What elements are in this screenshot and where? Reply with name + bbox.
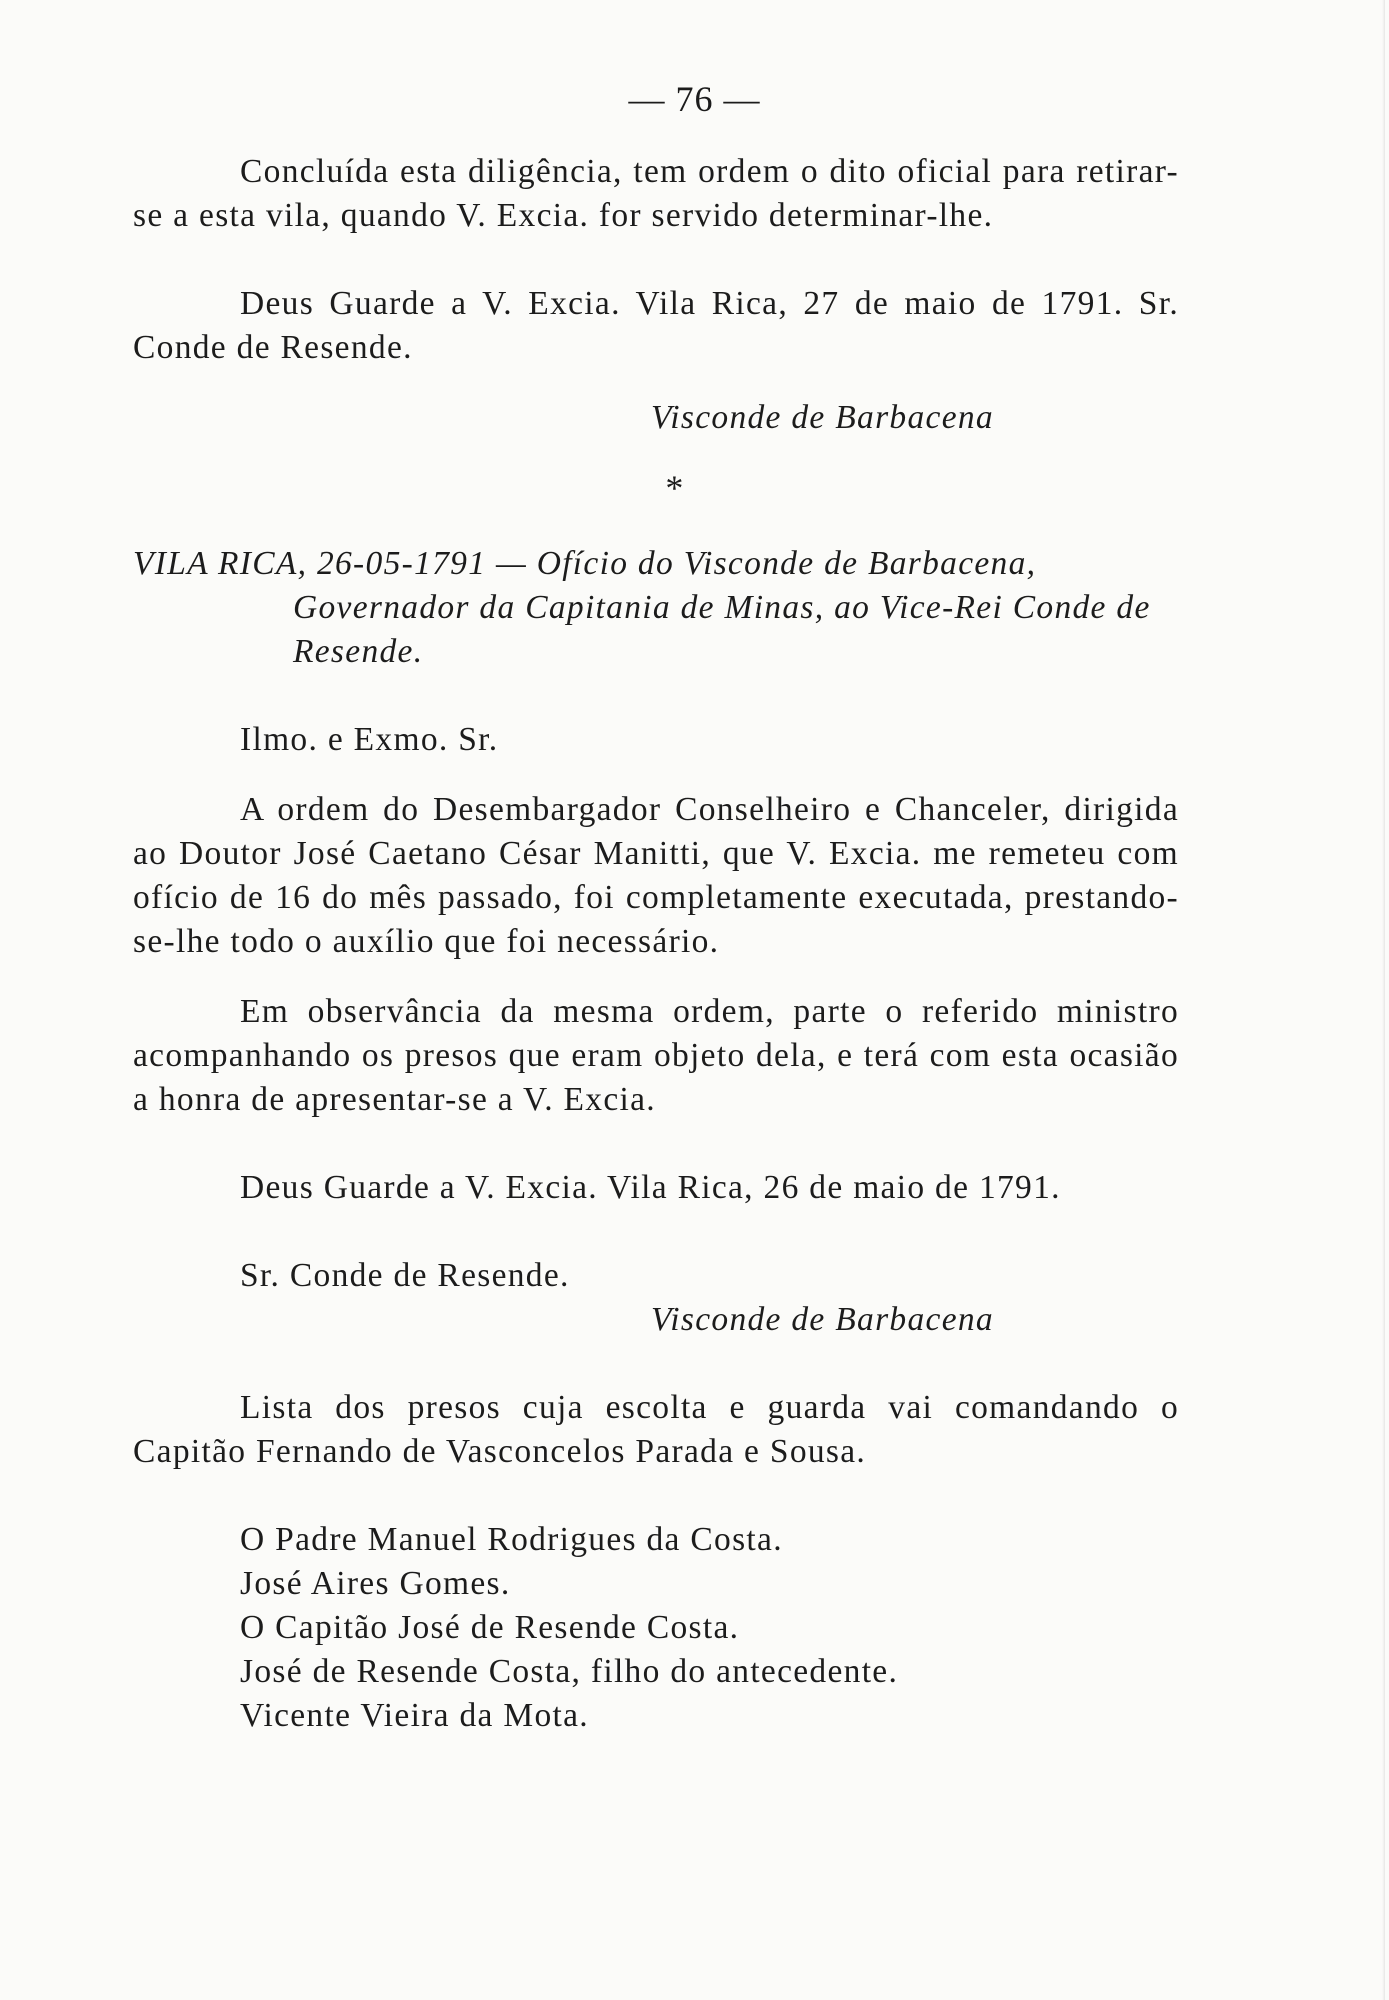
document-heading: VILA RICA, 26-05-1791 — Ofício do Visconde de Barbacena, Governador da Capitania de Minas, ao Vice-Rei Conde de Resende.: [133, 545, 1151, 670]
prisoner-list-intro: Lista dos presos cuja escolta e guarda vai comandando o Capitão Fernando de Vasconcelos Parada e Sousa.: [133, 1389, 1179, 1470]
list-item: O Capitão José de Resende Costa.: [240, 1609, 740, 1646]
signature-2: Visconde de Barbacena: [651, 1301, 994, 1338]
paragraph-observance: Em observância da mesma ordem, parte o referido ministro acompanhando os presos que eram objeto dela, e terá com esta ocasião a honra de apresentar-se a V. Excia.: [133, 993, 1179, 1118]
list-item: José de Resende Costa, filho do antecedente.: [240, 1653, 899, 1690]
closing-formula-2: Deus Guarde a V. Excia. Vila Rica, 26 de maio de 1791.: [240, 1169, 1061, 1206]
paragraph-order: A ordem do Desembargador Conselheiro e Chanceler, dirigida ao Doutor José Caetano César Manitti, que V. Excia. me remeteu com ofício de 16 do mês passado, foi completamente executada, prestando-se-lhe todo o auxílio que foi necessário.: [133, 791, 1179, 960]
list-item: José Aires Gomes.: [240, 1565, 511, 1602]
addressee: Sr. Conde de Resende.: [240, 1257, 570, 1294]
page-body: [133, 150, 1179, 1738]
section-separator: *: [665, 468, 685, 508]
list-item: Vicente Vieira da Mota.: [240, 1697, 589, 1734]
closing-formula-1: Deus Guarde a V. Excia. Vila Rica, 27 de maio de 1791. Sr. Conde de Resende.: [133, 285, 1179, 366]
list-item: O Padre Manuel Rodrigues da Costa.: [240, 1521, 783, 1558]
salutation: Ilmo. e Exmo. Sr.: [240, 721, 499, 758]
paragraph-conclusion: Concluída esta diligência, tem ordem o dito oficial para retirar-se a esta vila, quando V. Excia. for servido determinar-lhe.: [133, 153, 1179, 234]
prisoner-list: [133, 1518, 1179, 1738]
signature-1: Visconde de Barbacena: [651, 399, 994, 436]
page-number: — 76 —: [628, 79, 761, 119]
